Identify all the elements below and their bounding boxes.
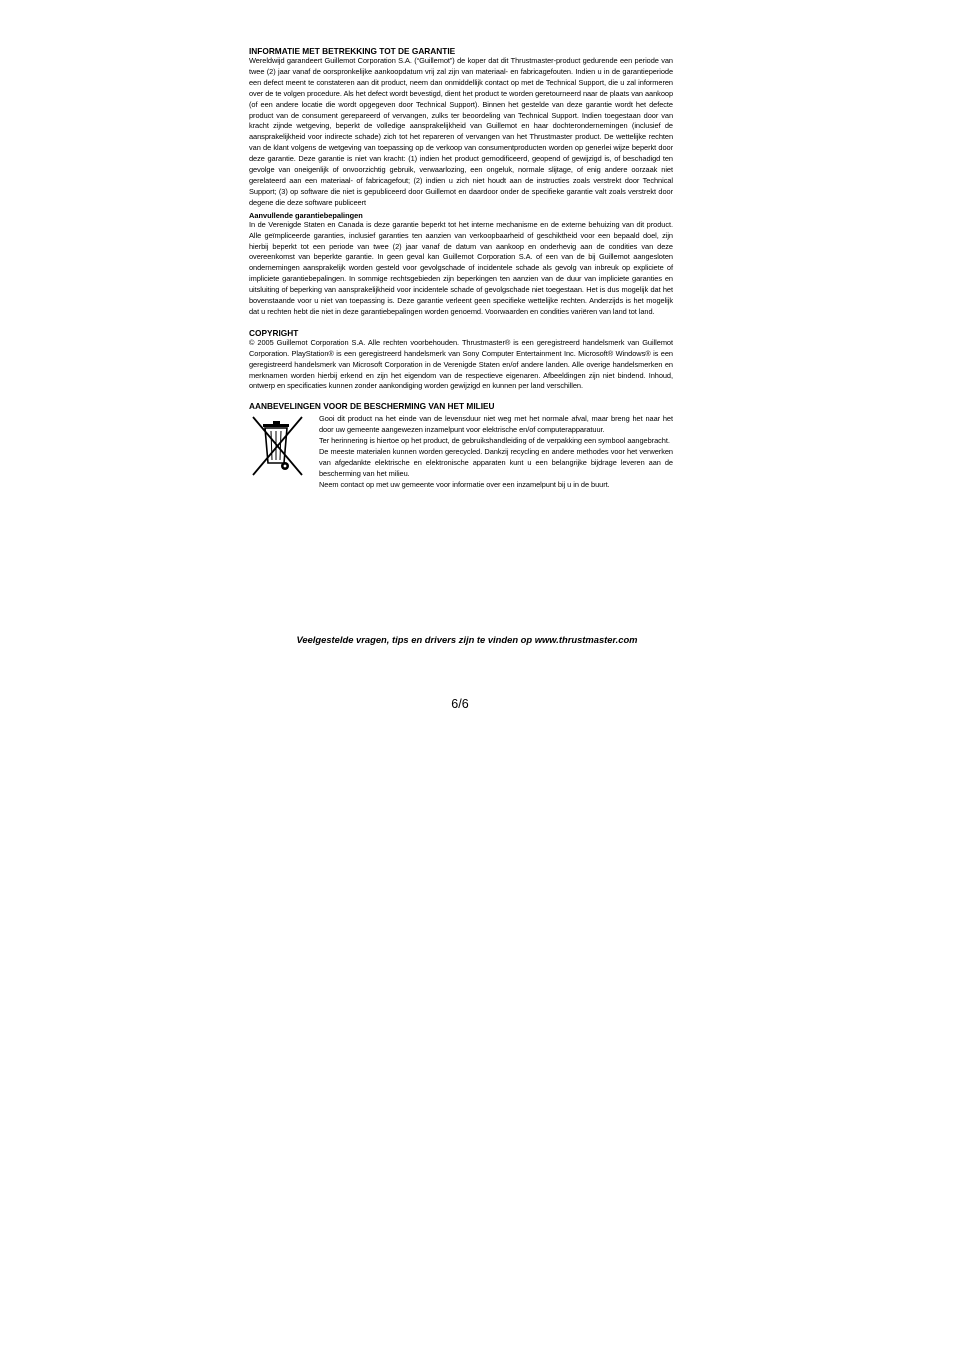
environment-paragraph-4: Neem contact op met uw gemeente voor informatie over een inzamelpunt bij u in de buurt. [319,479,610,489]
footer-link-text: Veelgestelde vragen, tips en drivers zijn te vinden op www.thrustmaster.com [296,634,638,645]
copyright-heading: COPYRIGHT [249,327,299,338]
environment-paragraph-1: Gooi dit product na het einde van de levensduur niet weg met het normale afval, maar breng het naar het door uw gemeente aangewezen inzamelpunt voor elektrische en/of computerapparatuur. [319,414,673,435]
additional-warranty-text: In de Verenigde Staten en Canada is deze garantie beperkt tot het interne mechanisme en de externe behuizing van dit product. Alle geïmpliceerde garanties, inclusief garanties ten aanzien van verkoopbaarheid of geschiktheid voor een bepaald doel, zijn hierbij beperkt tot een periode van twee (2) jaar vanaf de datum van aankoop en onderhevig aan de condities van deze overeenkomst van beperkte garantie. In geen geval kan Guillemot Corporation S.A. of een van de bij Guillemot aangesloten ondernemingen aansprakelijk worden gesteld voor gevolgschade of incidentele schade als gevolg van inbreuk op expliciete of impliciete garantiebepalingen. In sommige rechtsgebieden zijn beperkingen ten aanzien van de duur van impliciete garanties en uitsluiting of beperking van aansprakelijkheid voor incidentele schade of gevolgschade niet toegestaan. Het is dus mogelijk dat het bovenstaande voor u niet van toepassing is. Deze garantie verleent geen specifieke wettelijke rechten. Anderzijds is het mogelijk dat u rechten hebt die niet in deze garantiebepalingen worden genoemd. Voorwaarden en condities variëren van land tot land. [249,219,673,316]
environment-paragraph-3: De meeste materialen kunnen worden gerecycled. Dankzij recycling en andere methodes voor het verwerken van afgedankte elektrische en elektronische apparaten kunt u een belangrijke bijdrage leveren aan de bescherming van het milieu. [319,447,673,478]
environment-section [249,414,673,490]
environment-heading: AANBEVELINGEN VOOR DE BESCHERMING VAN HET MILIEU [249,401,495,412]
additional-warranty-heading: Aanvullende garantiebepalingen [249,210,363,220]
copyright-text: © 2005 Guillemot Corporation S.A. Alle rechten voorbehouden. Thrustmaster® is een geregistreerd handelsmerk van Guillemot Corporation. PlayStation® is een geregistreerd handelsmerk van Sony Computer Entertainment Inc. Microsoft® Windows® is een geregistreerd handelsmerk van Microsoft Corporation in de Verenigde Staten en/of andere landen. Alle overige handelsmerken en merknamen worden hierbij erkend en zijn het eigendom van de respectieve eigenaren. Afbeeldingen zijn niet bindend. Inhoud, ontwerp en specificaties kunnen zonder aankondiging worden gewijzigd en kunnen per land verschillen. [249,337,673,391]
environment-paragraph-2: Ter herinnering is hiertoe op het product, de gebruikshandleiding of de verpakking een symbool aangebracht. [319,436,670,446]
warranty-heading: INFORMATIE MET BETREKKING TOT DE GARANTIE [249,46,456,56]
document-body [249,46,673,491]
crossed-out-wheelie-bin-icon [249,415,306,477]
warranty-text: Wereldwijd garandeert Guillemot Corporation S.A. (“Guillemot”) de koper dat dit Thrustmaster-product gedurende een periode van twee (2) jaar vanaf de oorspronkelijke aankoopdatum vrij zal zijn van materiaal- en fabricagefouten. Indien u in de garantieperiode een defect meent te constateren aan dit product, neem dan onmiddellijk contact op met de Technical Support, die u zal informeren over de te volgen procedure. Als het defect wordt bevestigd, dient het product te worden geretourneerd naar de plaats van aankoop (of een andere locatie die wordt opgegeven door Technical Support). Binnen het gestelde van deze garantie wordt het defecte product van de consument gerepareerd of vervangen, zulks ter beoordeling van Technical Support. Indien toegestaan door van kracht zijnde wetgeving, beperkt de volledige aansprakelijkheid van Guillemot en haar dochterondernemingen (inclusief de aansprakelijkheid voor indirecte schade) zich tot het repareren of vervangen van het Thrustmaster product. De wettelijke rechten van de klant volgens de wetgeving van toepassing op de verkoop van consumentproducten worden op generlei wijze beperkt door deze garantie. Deze garantie is niet van kracht: (1) indien het product gemodificeerd, geopend of gewijzigd is, of beschadigd ten gevolge van oneigenlijk of onvoorzichtig gebruik, verwaarlozing, een ongeluk, normale slijtage, of enig andere oorzaak niet gerelateerd aan een materiaal- of fabricagefout; (2) indien u zich niet houdt aan de instructies zoals verstrekt door Technical Support; (3) op software die niet is gepubliceerd door Guillemot en daardoor onder de specifieke garantie valt zoals verstrekt door degene die deze software publiceert [249,56,673,207]
page-number: 6/6 [451,697,469,711]
